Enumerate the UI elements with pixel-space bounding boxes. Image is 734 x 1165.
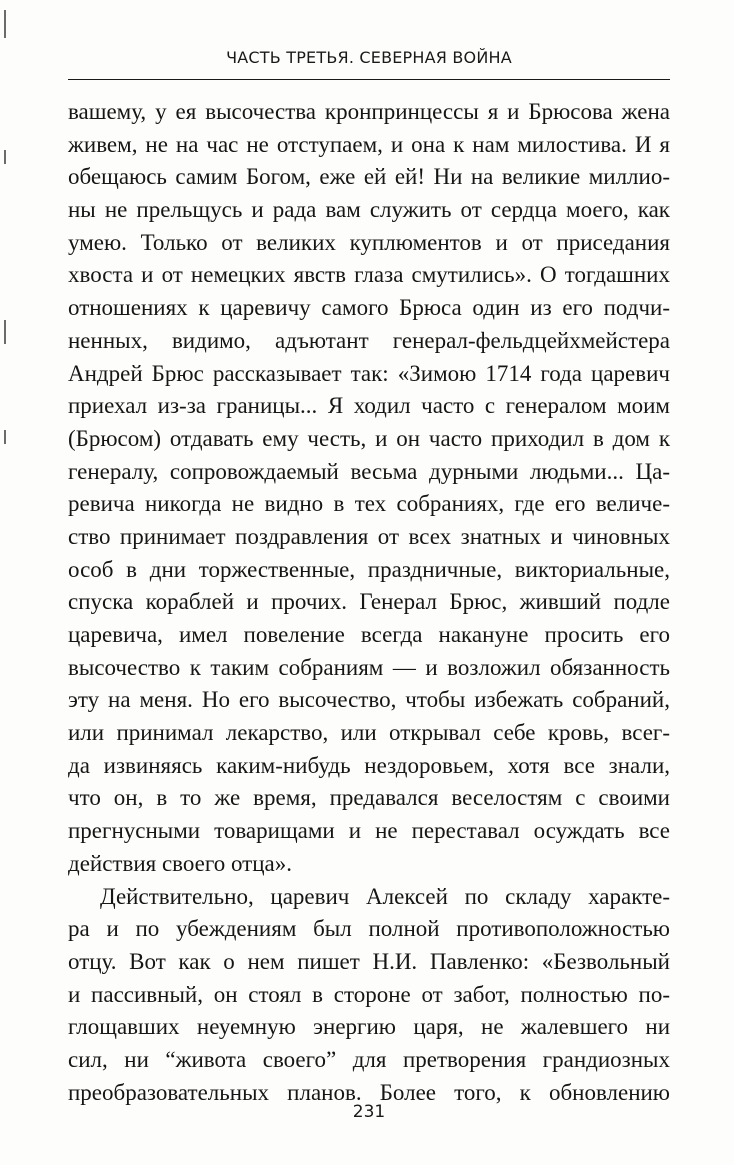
text-line: глощавших неуемную энергию царя, не жалевшего ни <box>68 1014 670 1040</box>
paragraph-start-line: Действительно, царевич Алексей по складу характе- <box>100 883 670 909</box>
text-line: обещаюсь самим Богом, еже ей ей! Ни на великие миллио- <box>68 164 670 190</box>
paragraph-end-line: действия своего отца». <box>68 850 293 876</box>
text-line: преобразовательных планов. Более того, к обновлению <box>68 1079 670 1105</box>
text-line: (Брюсом) отдавать ему честь, и он часто приходил в дом к <box>68 425 670 451</box>
scan-edge-mark <box>4 320 6 344</box>
text-line: хвоста и от немецких явств глаза смутились». О тогдашних <box>68 262 670 288</box>
text-line: высочество к таким собраниям — и возложил обязанность <box>68 654 670 680</box>
text-line: спуска кораблей и прочих. Генерал Брюс, живший подле <box>68 589 670 615</box>
text-line: генералу, сопровождаемый весьма дурными людьми... Ца- <box>68 458 670 484</box>
text-line: что он, в то же время, предавался веселостям с своими <box>68 785 670 811</box>
text-line: вашему, у ея высочества кронпринцессы я и Брюсова жена <box>68 99 670 124</box>
text-line: отношениях к царевичу самого Брюса один из его подчи- <box>68 295 670 321</box>
text-line: ны не прельщусь и рада вам служить от сердца моего, как <box>68 197 670 223</box>
text-line: ревича никогда не видно в тех собраниях, где его величе- <box>68 491 670 517</box>
scan-edge-mark <box>4 430 6 444</box>
text-line: и пассивный, он стоял в стороне от забот, полностью по- <box>68 981 670 1007</box>
scan-edge-mark <box>4 10 6 38</box>
text-line: Андрей Брюс рассказывает так: «Зимою 1714 года царевич <box>68 360 670 386</box>
text-line: да извиняясь каким-нибудь нездоровьем, хотя все знали, <box>68 752 670 778</box>
text-line: умею. Только от великих куплюментов и от приседания <box>68 229 670 255</box>
text-line: приехал из-за границы... Я ходил часто с генералом моим <box>68 393 670 419</box>
text-line: ра и по убеждениям был полной противоположностью <box>68 916 670 942</box>
running-header: ЧАСТЬ ТРЕТЬЯ. СЕВЕРНАЯ ВОЙНА <box>226 48 512 67</box>
text-line: живем, не на час не отступаем, и она к нам милостива. И я <box>68 131 670 157</box>
body-text <box>68 96 670 1109</box>
text-line: ство принимает поздравления от всех знатных и чиновных <box>68 523 670 549</box>
text-line: отцу. Вот как о нем пишет Н.И. Павленко: «Безвольный <box>68 948 670 974</box>
text-line: особ в дни торжественные, праздничные, викториальные, <box>68 556 670 582</box>
text-line: царевича, имел повеление всегда накануне просить его <box>68 622 670 647</box>
text-line: прегнусными товарищами и не переставал осуждать все <box>68 818 670 844</box>
page-number: 231 <box>352 1102 386 1122</box>
scan-edge-mark <box>4 150 6 164</box>
text-line: или принимал лекарство, или открывал себе кровь, всег- <box>68 720 670 746</box>
text-line: сил, ни “живота своего” для претворения грандиозных <box>68 1046 670 1072</box>
text-line: эту на меня. Но его высочество, чтобы избежать собраний, <box>68 687 670 713</box>
text-line: ненных, видимо, адъютант генерал-фельдцейхмейстера <box>68 327 670 353</box>
header-rule <box>68 79 670 80</box>
